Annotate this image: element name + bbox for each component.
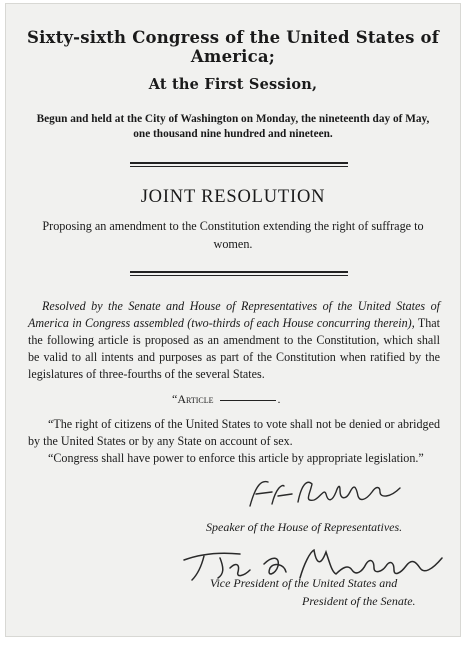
begun-line-2: one thousand nine hundred and nineteen. [133, 128, 333, 140]
speaker-signature [242, 474, 412, 514]
resolution-subtitle: Proposing an amendment to the Constitution extending the right of suffrage to women. [42, 219, 424, 251]
divider-rule-bottom [130, 271, 348, 276]
article-label: “Article [172, 392, 214, 406]
article-heading [172, 392, 281, 407]
begun-statement [6, 112, 460, 142]
document-page [5, 3, 461, 637]
resolved-clause: Resolved by the Senate and House of Representatives of the United States of America in Congress assembled (two-thirds of each House concurring therein), [28, 299, 440, 330]
vice-president-caption: Vice President of the United States and [210, 576, 398, 590]
speaker-caption: Speaker of the House of Representatives. [206, 520, 403, 534]
resolution-title: JOINT RESOLUTION [140, 187, 326, 207]
resolved-text: That the following article is proposed as an amendment to the Constitution, which shall be valid to all intents and purposes as part of the Constitution when ratified by the legislatures of three-fourths of the several States. [28, 316, 440, 381]
congress-heading: Sixty-sixth Congress of the United States of America; [26, 28, 440, 66]
article-number-blank [220, 400, 276, 401]
section-2-paragraph: “Congress shall have power to enforce this article by appropriate legislation.” [48, 451, 424, 465]
begun-line-1: Begun and held at the City of Washington on Monday, the nineteenth day of May, [36, 113, 430, 125]
article-end: . [277, 392, 281, 406]
senate-president-caption: President of the Senate. [302, 594, 416, 608]
divider-rule-top [130, 162, 348, 167]
section-1-paragraph: “The right of citizens of the United States to vote shall not be denied or abridged by the United States or by any State on account of sex. [28, 417, 440, 448]
session-heading: At the First Session, [148, 76, 318, 93]
resolved-paragraph [28, 298, 440, 383]
